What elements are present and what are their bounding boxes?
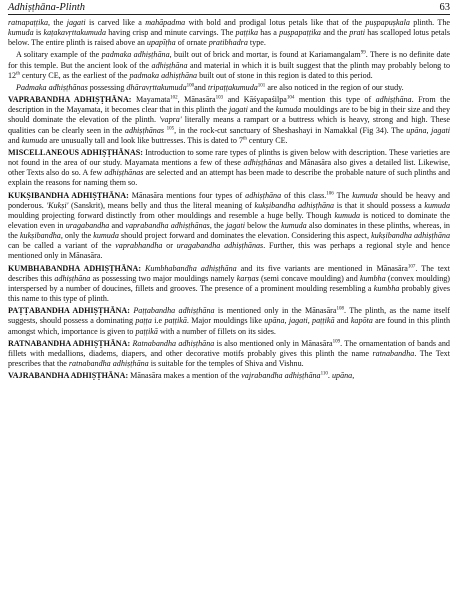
running-head: Adhiṣṭhāna-Plinth	[8, 2, 85, 13]
body-text	[8, 18, 450, 381]
paragraph: A solitary example of the padmaka adhiṣṭhāna, built out of brick and mortar, is found at Kariamangalam$^{99}$. There is no definite date for this temple. But the ancient look of the adhiṣṭhāna and material in which it is built suggest that the plinth may probably belong to 12th century CE, as the earliest of the padmaka adhiṣṭhāna built out of stone in this region is dated to this period.	[8, 50, 451, 80]
paragraph: MISCELLANEOUS ADHIṢṬHĀNAS: Introduction to some rare types of plinths is given below with description. These varieties are not found in the area of our study. Mayamata mentions a few of these adhiṣṭhānas and Mānasāra also gives a detailed list. Likewise, other Texts also do so. A few adhiṣṭhānas are selected and an attempt has been made to describe the probable nature of such plinths and explain the reasons for naming them so.	[8, 147, 450, 188]
paragraph: VAPRABANDHA ADHIṢṬHĀNA: Mayamata$^{102}$, Mānasāra$^{103}$ and Kāśyapaśilpa$^{104}$ mention this type of adhiṣṭhāna. From the description in the Mayamata, it becomes clear that in this plinth the jagati and the kumuda mouldings are to be big in their size and they should dominate the elevation of the plinth. 'vapra' literally means a rampart or a buttress which is heavy, strong and high. These qualities can be clearly seen in the adhiṣṭhānas $^{105}$, in the rock-cut sanctuary of Sheshashayi in Namakkal (Fig 34). The upāna, jagati and kumuda are unusually tall and look like buttresses. This is dated to 7th century CE.	[8, 95, 451, 145]
paragraph: PAṬṬABANDHA ADHIṢṬHĀNA: Paṭṭabandha adhiṣṭhāna is mentioned only in the Mānasāra$^{108}$. The plinth, as the name itself suggests, should possess a dominating paṭṭa i.e paṭṭikā. Major mouldings like upāna, jagati, paṭṭikā and kapōta are found in this plinth amongst which, importance is given to paṭṭikā with a number of fillets on its sides.	[8, 306, 451, 336]
paragraph: KUMBHABANDHA ADHIṢṬHĀNA: Kumbhabandha adhiṣṭhāna and its five variants are mentioned in Mānasāra$^{107}$. The text describes this adhiṣṭhāna as possessing two major mouldings namely karṇas (semi concave moulding) and kumbha (convex moulding) interspersed by a number of doucines, fillets and grooves. The presence of a prominent moulding resembling a kumbha probably gives this name to this type of plinth.	[8, 263, 450, 304]
paragraph: ratnapaṭṭika, the jagati is carved like a mahāpadma with bold and prodigal lotus petals like that of the puṣpapuṣkala plinth. The kumuda is kaṭakavṛttakumuda having crisp and minute carvings. The paṭṭika has a puṣpapaṭṭika and the prati has scalloped lotus petals below. The entire plinth is raised above an upapīṭha of ornate pratibhadra type.	[8, 18, 450, 48]
paragraph: RATNABANDHA ADHIṢṬHĀNA: Ratnabandha adhiṣṭhāna is also mentioned only in Mānasāra$^{109}$. The ornamentation of bands and fillets with medallions, diadems, diapers, and other decorative motifs probably gives this plinth the name ratnabandha. The Text prescribes that the ratnabandha adhiṣṭhāna is suitable for the temples of Shiva and Vishnu.	[8, 338, 450, 368]
paragraph: VAJRABANDHA ADHIṢṬHĀNA: Mānasāra makes a mention of the vajrabandha adhiṣṭhāna$^{110}$. upāna,	[8, 371, 355, 381]
paragraph: Padmaka adhiṣṭhānas possessing dhāravṛttakumuda$^{100}$and tripaṭṭakumuda$^{101}$ are also noticed in the region of our study.	[16, 82, 404, 92]
page-number: 63	[439, 2, 450, 13]
page-header	[8, 2, 450, 15]
paragraph: KUKṢIBANDHA ADHIṢṬHĀNA: Mānasāra mentions four types of adhiṣṭhāna of this class.$^{106}$ The kumuda should be heavy and ponderous. 'Kukṣi' (Sanskrit), means belly and thus the literal meaning of kukṣibandha adhiṣṭhāna is that it should possess a kumuda moulding projecting forward distinctly from other mouldings and resemble a huge belly. Though kumuda is noticed to dominate the elevation even in uragabandha and vaprabandha adhiṣṭhānas, the jagati below the kumuda also dominates in these plinths, whereas, in the kukṣibandha, only the kumuda should project forward and dominates the elevation. Considering this aspect, kukṣibandha adhiṣṭhāna can be called a variant of the vaprabhandha or uragabandha adhiṣṭhānas. Further, this was perhaps a regional style and hence mentioned only in Mānasāra.	[8, 190, 451, 261]
